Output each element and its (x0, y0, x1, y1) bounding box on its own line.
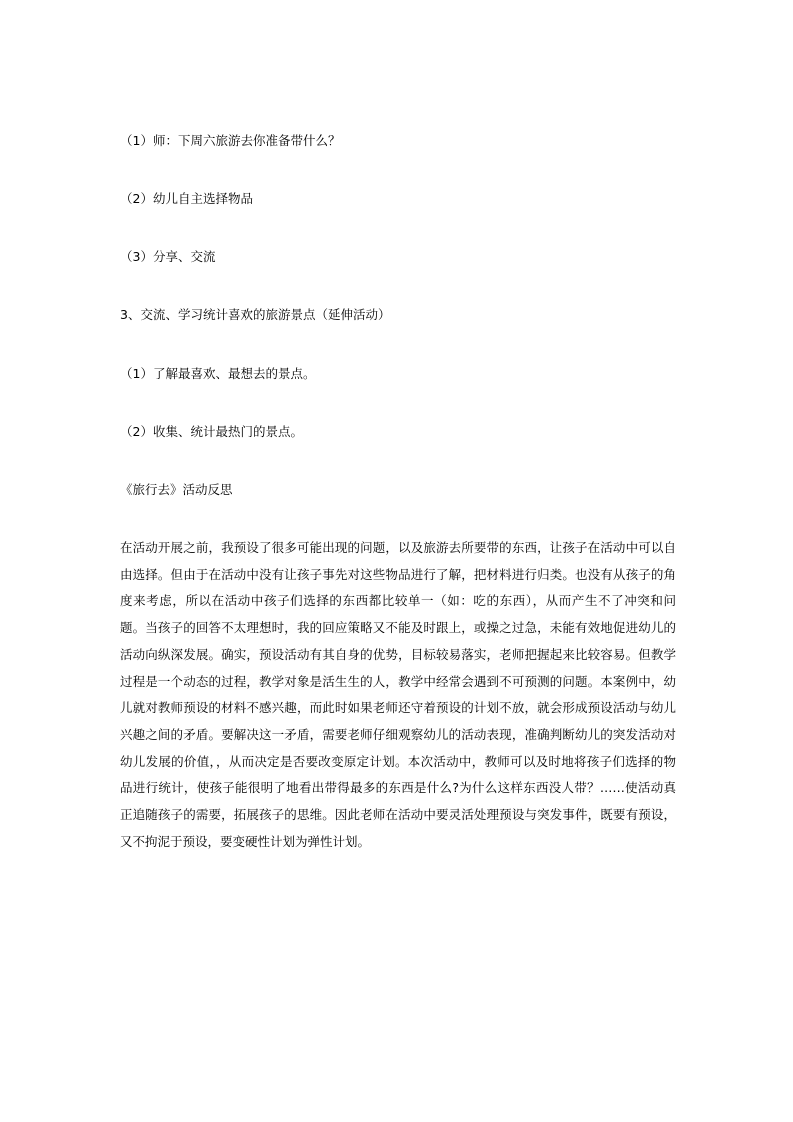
list-item: （2）幼儿自主选择物品 (120, 191, 253, 206)
list-item: （1）师：下周六旅游去你准备带什么？ (120, 133, 341, 148)
reflection-title: 《旅行去》活动反思 (120, 482, 233, 497)
section-heading: 3、交流、学习统计喜欢的旅游景点（延伸活动） (120, 307, 391, 322)
reflection-body: 在活动开展之前，我预设了很多可能出现的问题，以及旅游去所要带的东西，让孩子在活动中可以自由选择。但由于在活动中没有让孩子事先对这些物品进行了解，把材料进行归类。也没有从孩子的角度来考虑，所以在活动中孩子们选择的东西都比较单一（如：吃的东西），从而产生不了冲突和问题。当孩子的回答不太理想时，我的回应策略又不能及时跟上，或操之过急，未能有效地促进幼儿的活动向纵深发展。确实，预设活动有其自身的优势，目标较易落实，老师把握起来比较容易。但教学过程是一个动态的过程，教学对象是活生生的人，教学中经常会遇到不可预测的问题。本案例中，幼儿就对教师预设的材料不感兴趣，而此时如果老师还守着预设的计划不放，就会形成预设活动与幼儿兴趣之间的矛盾。要解决这一矛盾，需要老师仔细观察幼儿的活动表现，准确判断幼儿的突发活动对幼儿发展的价值，，从而决定是否要改变原定计划。本次活动中，教师可以及时地将孩子们选择的物品进行统计，使孩子能很明了地看出带得最多的东西是什么?为什么这样东西没人带？……使活动真正追随孩子的需要，拓展孩子的思维。因此老师在活动中要灵活处理预设与突发事件，既要有预设，又不拘泥于预设，要变硬性计划为弹性计划。 (120, 540, 676, 849)
list-item: （3）分享、交流 (120, 249, 216, 264)
list-item: （2）收集、统计最热门的景点。 (120, 424, 303, 439)
list-item: （1）了解最喜欢、最想去的景点。 (120, 366, 316, 381)
